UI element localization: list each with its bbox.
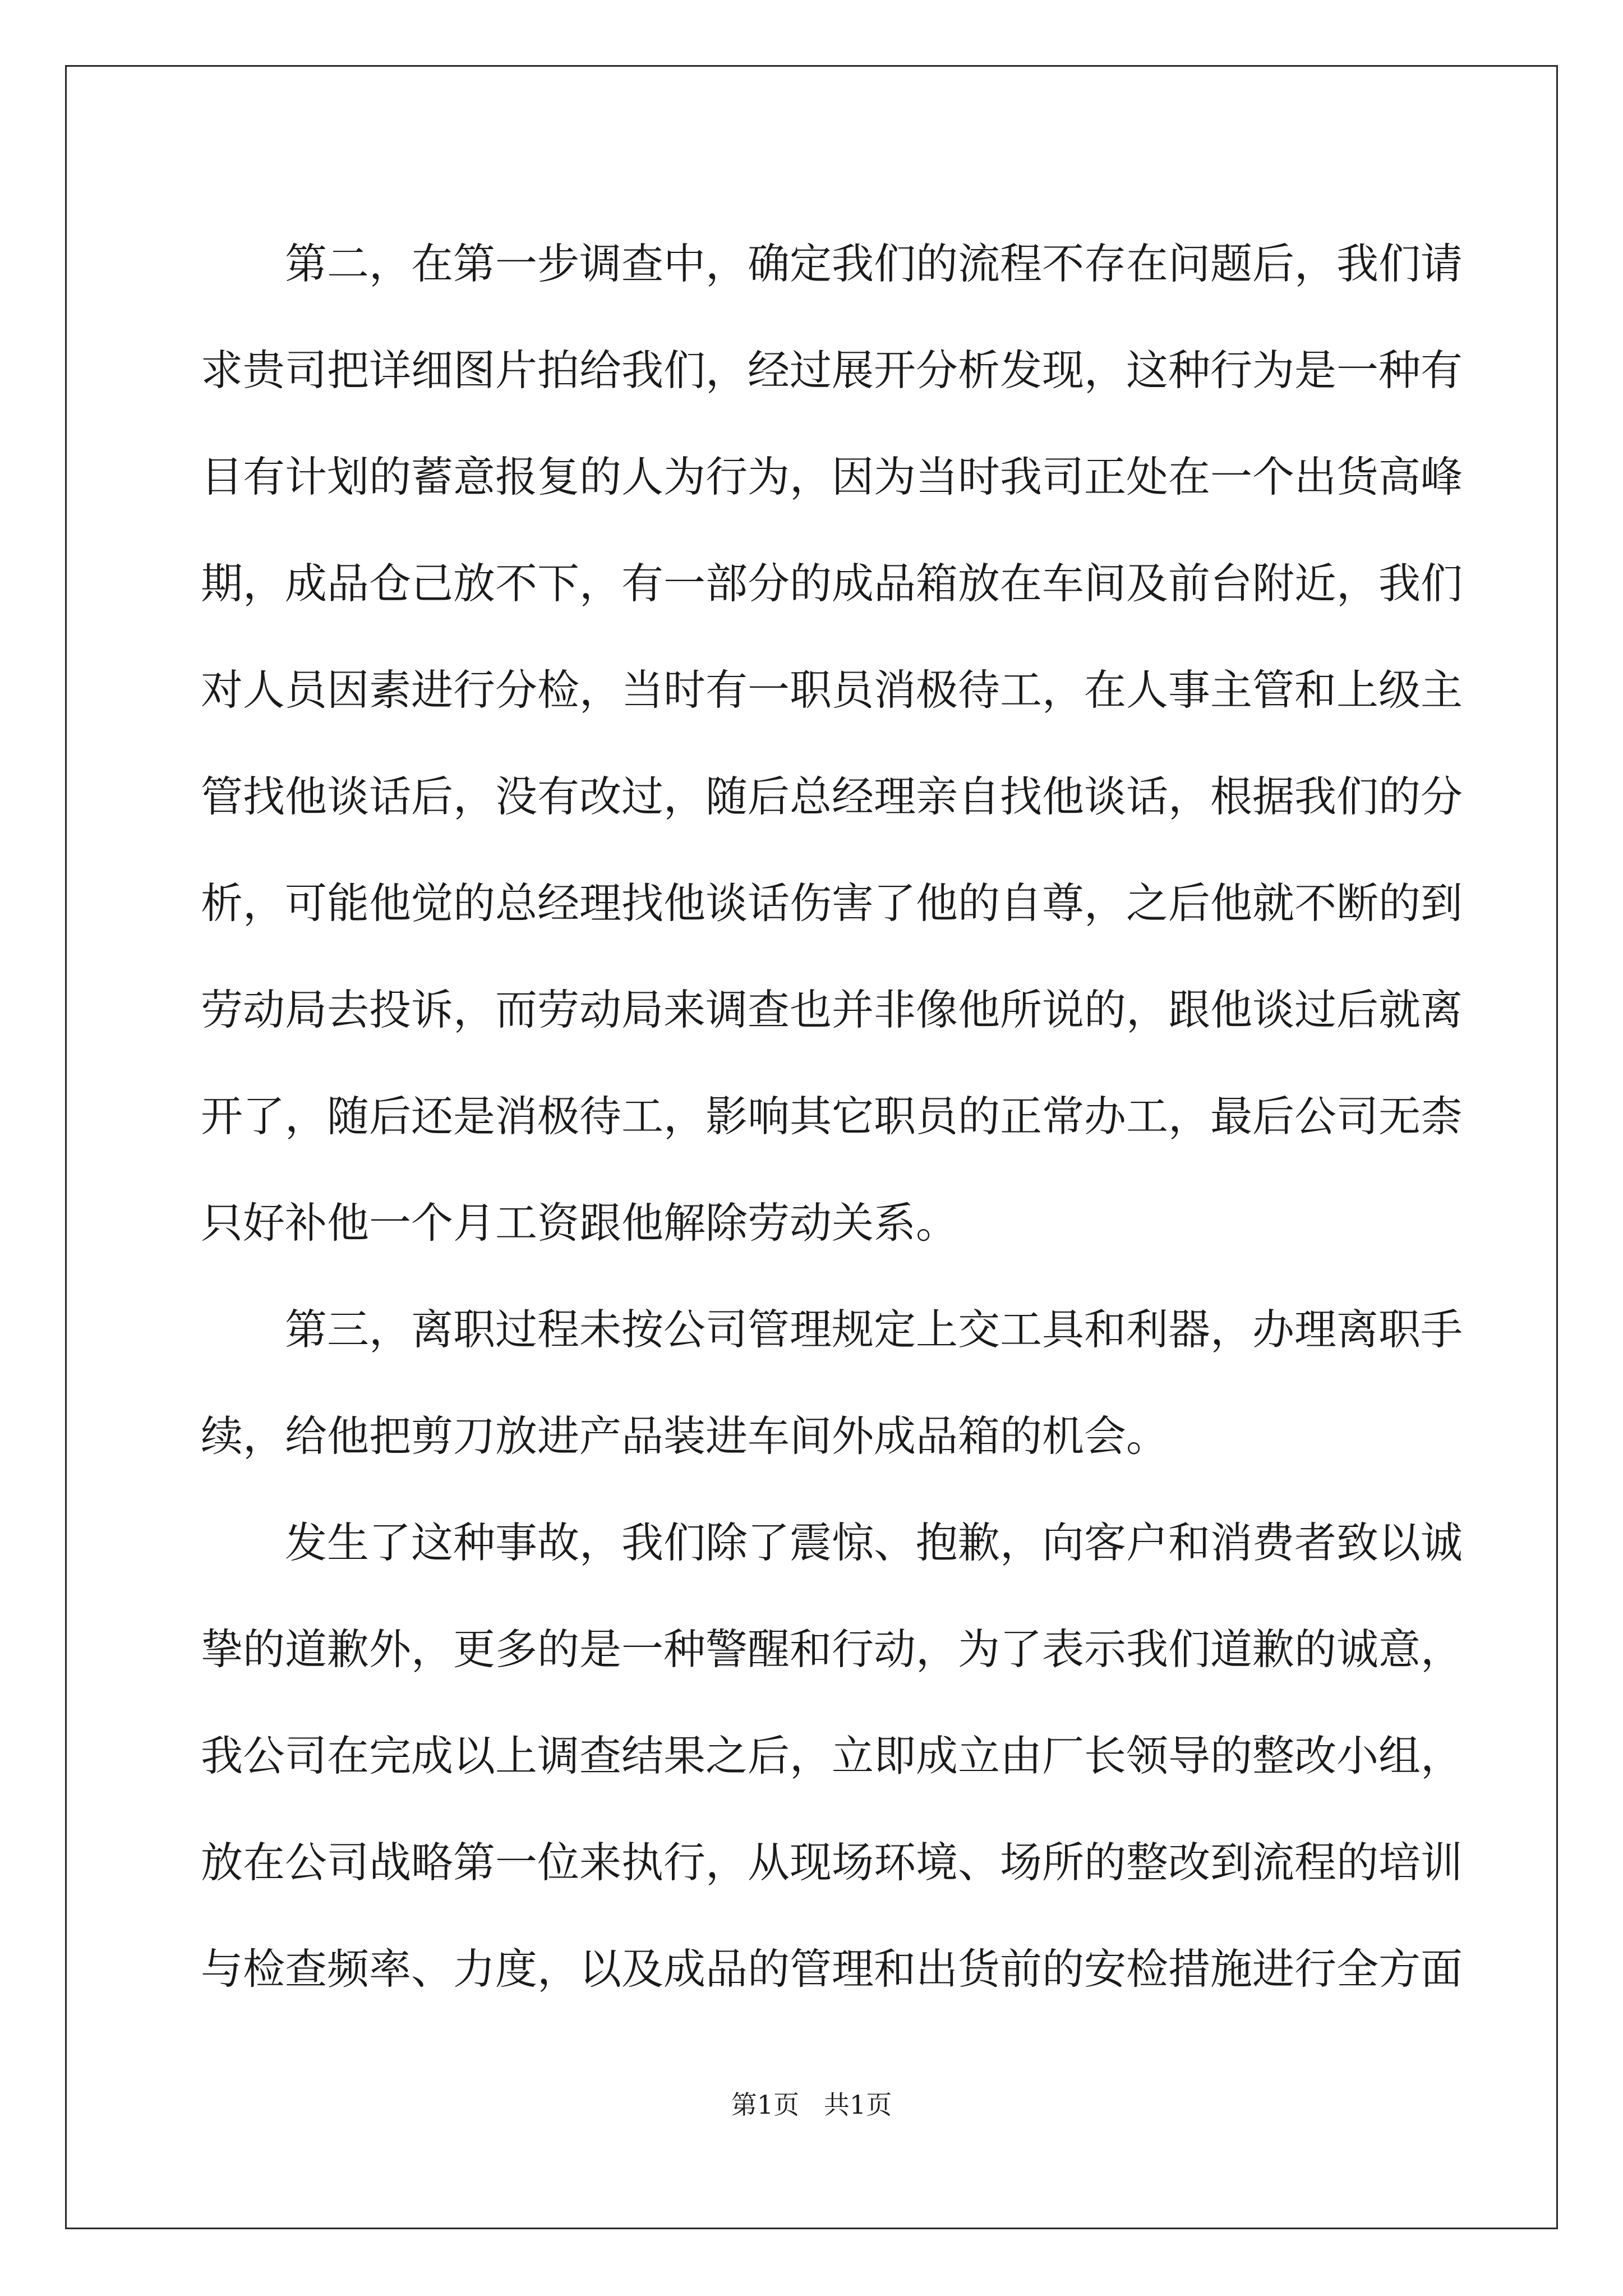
document-body bbox=[201, 210, 1463, 2022]
text-line: 挚的道歉外，更多的是一种警醒和行动，为了表示我们道歉的诚意， bbox=[201, 1625, 1463, 1674]
page-footer: 第1页 共1页 bbox=[731, 2090, 892, 2120]
text-line: 发生了这种事故，我们除了震惊、抱歉，向客户和消费者致以诚 bbox=[285, 1518, 1463, 1567]
paragraph bbox=[201, 1489, 1463, 2022]
text-line: 劳动局去投诉，而劳动局来调查也并非像他所说的，跟他谈过后就离 bbox=[201, 985, 1463, 1034]
text-line: 只好补他一个月工资跟他解除劳动关系。 bbox=[201, 1198, 958, 1248]
text-line: 开了，随后还是消极待工，影响其它职员的正常办工，最后公司无柰 bbox=[201, 1092, 1463, 1141]
text-line: 对人员因素进行分检，当时有一职员消极待工，在人事主管和上级主 bbox=[201, 665, 1463, 715]
paragraph bbox=[201, 1276, 1463, 1489]
text-line: 我公司在完成以上调查结果之后，立即成立由厂长领导的整改小组， bbox=[201, 1731, 1463, 1780]
text-line: 期，成品仓己放不下，有一部分的成品箱放在车间及前台附近，我们 bbox=[201, 559, 1463, 608]
text-line: 管找他谈话后，没有改过，随后总经理亲自找他谈话，根据我们的分 bbox=[201, 772, 1463, 821]
text-line: 续，给他把剪刀放进产品装进车间外成品箱的机会。 bbox=[201, 1411, 1169, 1461]
text-line: 第二，在第一步调查中，确定我们的流程不存在问题后，我们请 bbox=[285, 239, 1463, 288]
text-line: 析，可能他觉的总经理找他谈话伤害了他的自尊，之后他就不断的到 bbox=[201, 878, 1463, 928]
text-line: 与检查频率、力度，以及成品的管理和出货前的安检措施进行全方面 bbox=[201, 1944, 1463, 1994]
text-line: 求贵司把详细图片拍给我们，经过展开分析发现，这种行为是一种有 bbox=[201, 346, 1463, 395]
text-line: 第三，离职过程未按公司管理规定上交工具和利器，办理离职手 bbox=[285, 1305, 1463, 1354]
text-line: 目有计划的蓄意报复的人为行为，因为当时我司正处在一个出货高峰 bbox=[201, 452, 1463, 501]
text-line: 放在公司战略第一位来执行，从现场环境、场所的整改到流程的培训 bbox=[201, 1838, 1463, 1887]
paragraph bbox=[201, 210, 1463, 1276]
